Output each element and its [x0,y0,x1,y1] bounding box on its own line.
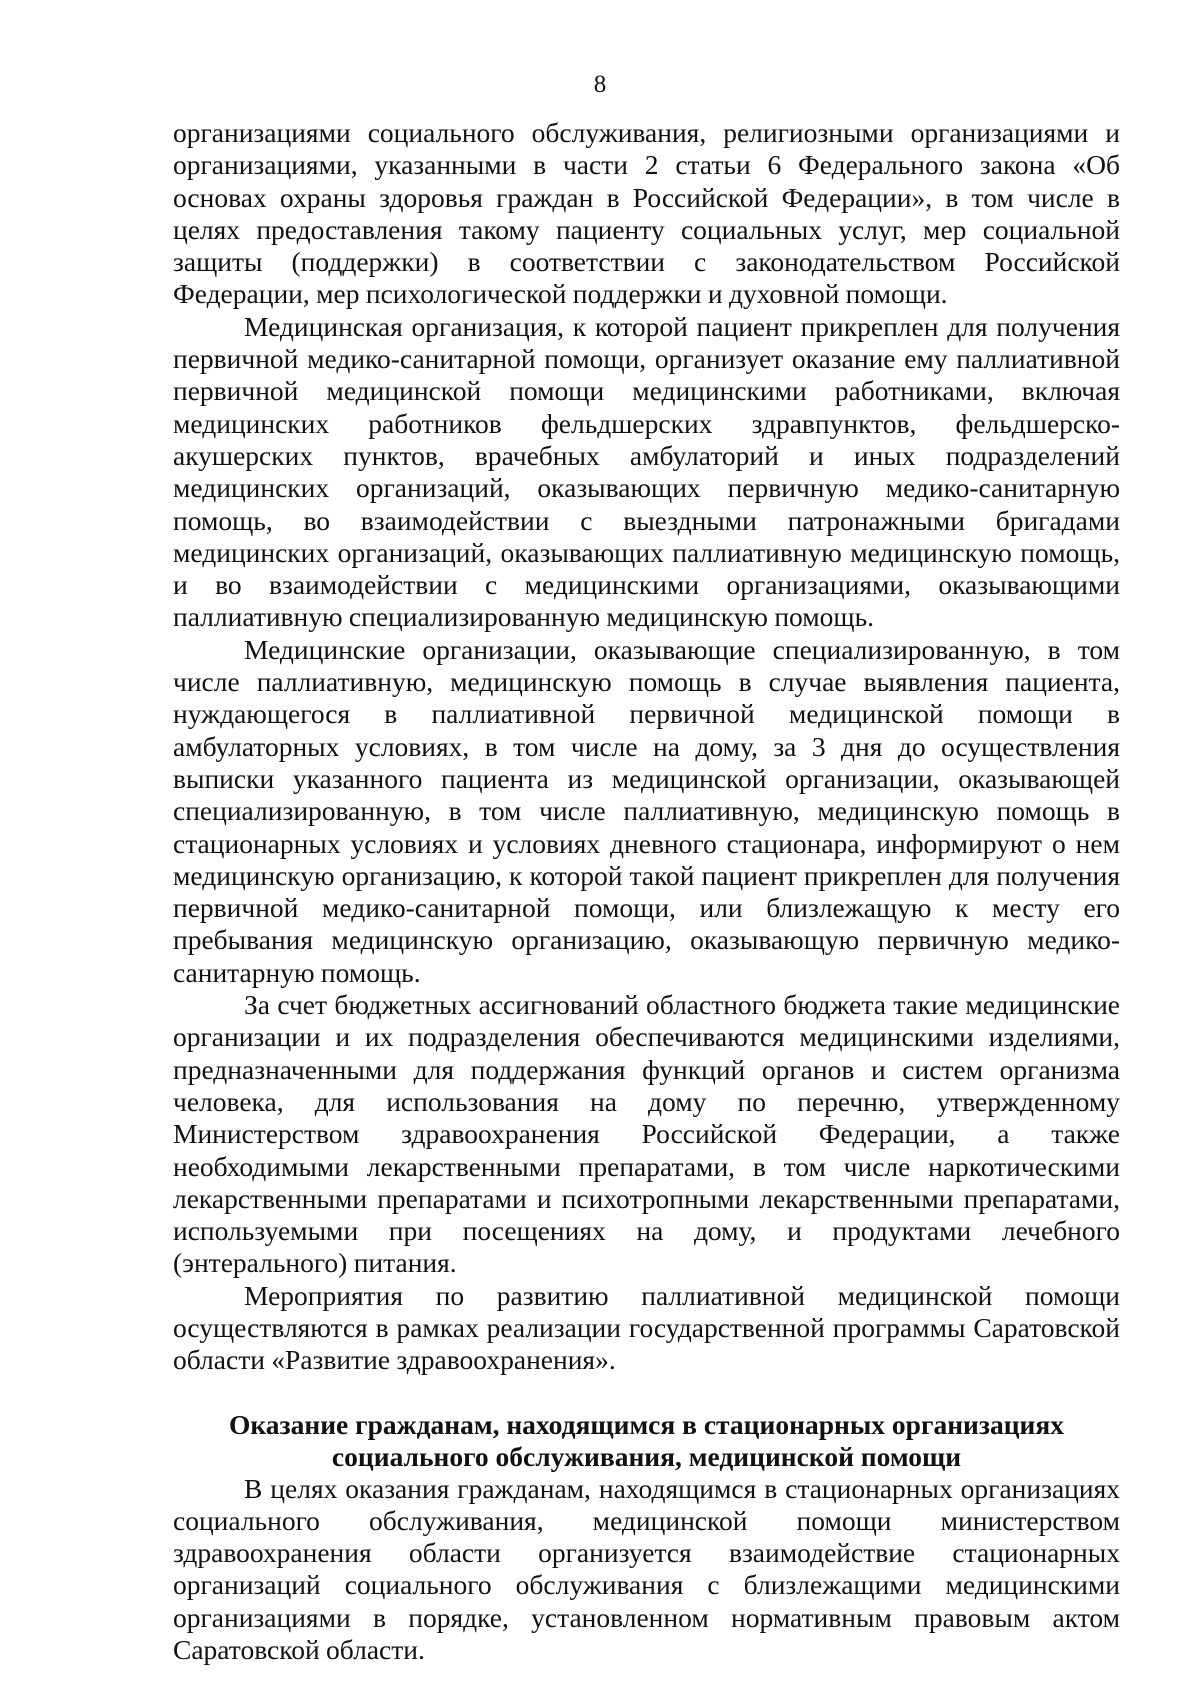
section-heading-line: Оказание гражданам, находящимся в стационарных организациях [228,1408,1065,1440]
paragraph: За счет бюджетных ассигнований областного бюджета такие медицинские организации и их подразделения обеспечиваются медицинскими изделиями, предназначенными для поддержания функций органов и систем организма человека, для использования на дому по перечню, утвержденному Министерством здравоохранения Российской Федерации, а также необходимыми лекарственными препаратами, в том числе наркотическими лекарственными препаратами и психотропными лекарственными препаратами, используемыми при посещениях на дому, и продуктами лечебного (энтерального) питания. [173,989,1120,1279]
paragraph: Мероприятия по развитию паллиативной медицинской помощи осуществляются в рамках реализации государственной программы Саратовской области «Развитие здравоохранения». [173,1279,1120,1376]
section-heading [173,1409,1120,1473]
document-body [173,117,1120,1666]
paragraph: Медицинская организация, к которой пациент прикреплен для получения первичной медико-санитарной помощи, организует оказание ему паллиативной первичной медицинской помощи медицинскими работниками, включая медицинских работников фельдшерских здравпунктов, фельдшерско-акушерских пунктов, врачебных амбулаторий и иных подразделений медицинских организаций, оказывающих первичную медико-санитарную помощь, во взаимодействии с выездными патронажными бригадами медицинских организаций, оказывающих паллиативную медицинскую помощь, и во взаимодействии с медицинскими организациями, оказывающими паллиативную специализированную медицинскую помощь. [173,310,1120,633]
section-heading-line: социального обслуживания, медицинской помощи [331,1440,962,1472]
page-number: 8 [593,71,607,98]
paragraph: Медицинские организации, оказывающие специализированную, в том числе паллиативную, медицинскую помощь в случае выявления пациента, нуждающегося в паллиативной первичной медицинской помощи в амбулаторных условиях, в том числе на дому, за 3 дня до осуществления выписки указанного пациента из медицинской организации, оказывающей специализированную, в том числе паллиативную, медицинскую помощь в стационарных условиях и условиях дневного стационара, информируют о нем медицинскую организацию, к которой такой пациент прикреплен для получения первичной медико-санитарной помощи, или близлежащую к месту его пребывания медицинскую организацию, оказывающую первичную медико-санитарную помощь. [173,633,1120,988]
section-paragraph: В целях оказания гражданам, находящимся в стационарных организациях социального обслуживания, медицинской помощи министерством здравоохранения области организуется взаимодействие стационарных организаций социального обслуживания с близлежащими медицинскими организациями в порядке, установленном нормативным правовым актом Саратовской области. [173,1472,1120,1666]
paragraph-continuation: организациями социального обслуживания, религиозными организациями и организациями, указанными в части 2 статьи 6 Федерального закона «Об основах охраны здоровья граждан в Российской Федерации», в том числе в целях предоставления такому пациенту социальных услуг, мер социальной защиты (поддержки) в соответствии с законодательством Российской Федерации, мер психологической поддержки и духовной помощи. [173,117,1120,310]
